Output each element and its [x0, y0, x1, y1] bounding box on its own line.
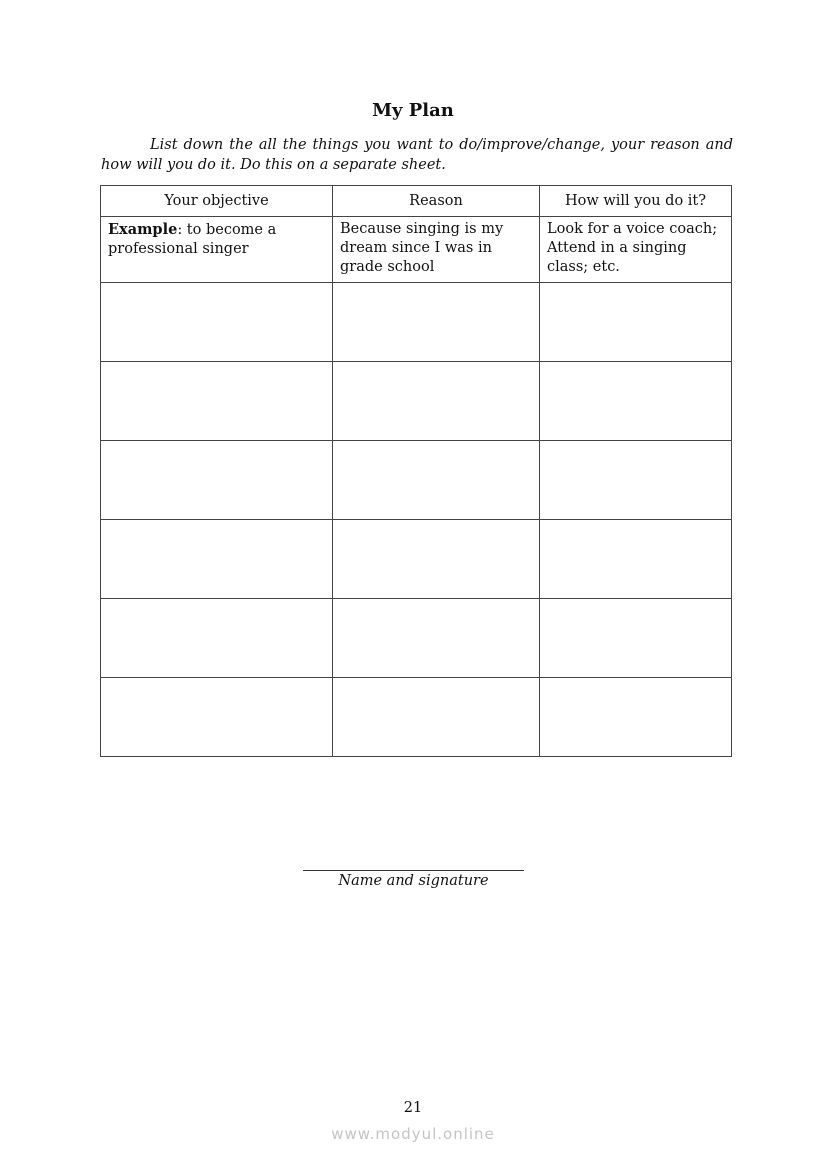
blank-row — [101, 441, 732, 520]
blank-reason-cell — [333, 283, 540, 362]
blank-row — [101, 678, 732, 757]
plan-table — [100, 185, 732, 757]
blank-method-cell — [540, 362, 732, 441]
blank-objective-cell — [101, 283, 333, 362]
blank-objective-cell — [101, 678, 333, 757]
blank-row — [101, 362, 732, 441]
blank-row — [101, 599, 732, 678]
blank-reason-cell — [333, 441, 540, 520]
blank-objective-cell — [101, 599, 333, 678]
header-objective: Your objective — [101, 186, 333, 217]
page-number: 21 — [403, 1100, 423, 1116]
plan-table-body — [101, 217, 732, 757]
page-title: My Plan — [372, 100, 454, 121]
example-method-cell: Look for a voice coach; Attend in a singing class; etc. — [540, 217, 732, 283]
example-reason-cell: Because singing is my dream since I was in grade school — [333, 217, 540, 283]
example-label: Example — [108, 221, 178, 238]
table-header-row — [101, 186, 732, 217]
blank-method-cell — [540, 678, 732, 757]
example-row — [101, 217, 732, 283]
blank-row — [101, 283, 732, 362]
blank-method-cell — [540, 283, 732, 362]
blank-reason-cell — [333, 362, 540, 441]
blank-objective-cell — [101, 441, 333, 520]
blank-method-cell — [540, 441, 732, 520]
header-reason: Reason — [333, 186, 540, 217]
blank-reason-cell — [333, 678, 540, 757]
instructions-text: List down the all the things you want to do/improve/change, your reason and how will you do it. Do this on a separate sheet. — [101, 137, 733, 173]
blank-row — [101, 520, 732, 599]
blank-reason-cell — [333, 520, 540, 599]
blank-objective-cell — [101, 520, 333, 599]
header-method: How will you do it? — [540, 186, 732, 217]
watermark: www.modyul.online — [331, 1125, 495, 1143]
blank-method-cell — [540, 599, 732, 678]
blank-objective-cell — [101, 362, 333, 441]
signature-label: Name and signature — [338, 873, 489, 889]
signature-line — [303, 870, 524, 871]
example-objective-cell — [101, 217, 333, 283]
blank-method-cell — [540, 520, 732, 599]
example-objective-text: : to become a professional singer — [108, 222, 277, 257]
blank-reason-cell — [333, 599, 540, 678]
